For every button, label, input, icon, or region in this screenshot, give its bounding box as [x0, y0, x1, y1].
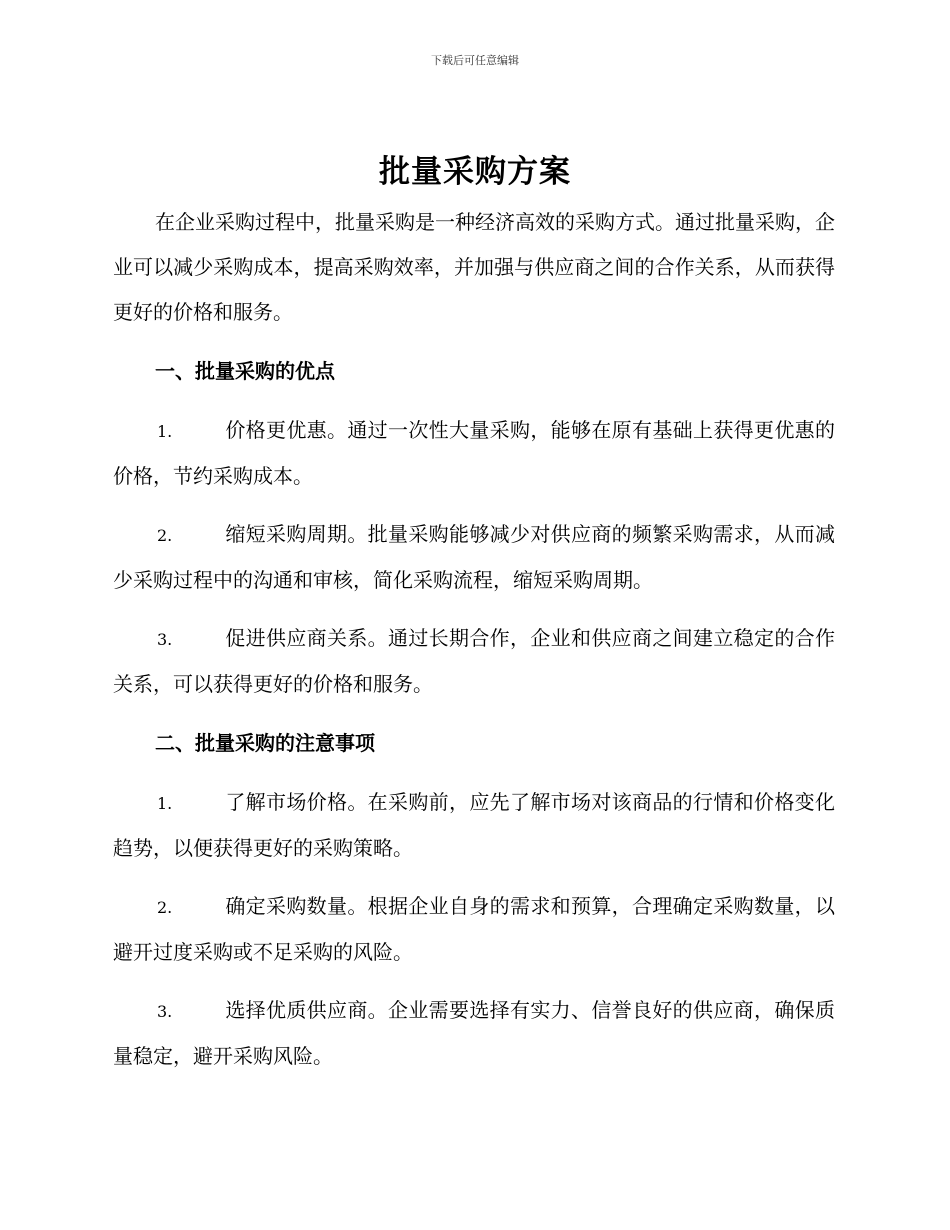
item-text: 确定采购数量。根据企业自身的需求和预算，合理确定采购数量，以避开过度采购或不足采购的风险。 — [113, 894, 835, 964]
section-advantages — [113, 349, 835, 707]
list-item — [113, 884, 835, 975]
page-header: 下载后可任意编辑 — [431, 54, 519, 67]
list-item — [113, 616, 835, 707]
item-number: 2. — [157, 898, 173, 917]
item-text: 选择优质供应商。企业需要选择有实力、信誉良好的供应商，确保质量稳定，避开采购风险。 — [113, 998, 835, 1068]
list-item — [113, 512, 835, 603]
item-number: 2. — [157, 526, 173, 545]
section-heading: 二、批量采购的注意事项 — [155, 731, 375, 755]
list-item — [113, 780, 835, 871]
item-text: 缩短采购周期。批量采购能够减少对供应商的频繁采购需求，从而减少采购过程中的沟通和审核，简化采购流程，缩短采购周期。 — [113, 522, 835, 592]
item-number: 1. — [157, 794, 173, 813]
intro-paragraph: 在企业采购过程中，批量采购是一种经济高效的采购方式。通过批量采购，企业可以减少采购成本，提高采购效率，并加强与供应商之间的合作关系，从而获得更好的价格和服务。 — [113, 210, 835, 324]
list-item — [113, 408, 835, 499]
document-title: 批量采购方案 — [379, 154, 571, 190]
item-number: 3. — [157, 1002, 173, 1021]
item-number: 1. — [157, 422, 173, 441]
item-text: 了解市场价格。在采购前，应先了解市场对该商品的行情和价格变化趋势，以便获得更好的采购策略。 — [113, 790, 835, 860]
item-text: 价格更优惠。通过一次性大量采购，能够在原有基础上获得更优惠的价格，节约采购成本。 — [113, 418, 835, 488]
item-number: 3. — [157, 630, 173, 649]
document-body — [113, 200, 835, 1079]
section-heading: 一、批量采购的优点 — [155, 359, 335, 383]
item-text: 促进供应商关系。通过长期合作，企业和供应商之间建立稳定的合作关系，可以获得更好的价格和服务。 — [113, 626, 835, 696]
section-precautions — [113, 721, 835, 1079]
list-item — [113, 988, 835, 1079]
